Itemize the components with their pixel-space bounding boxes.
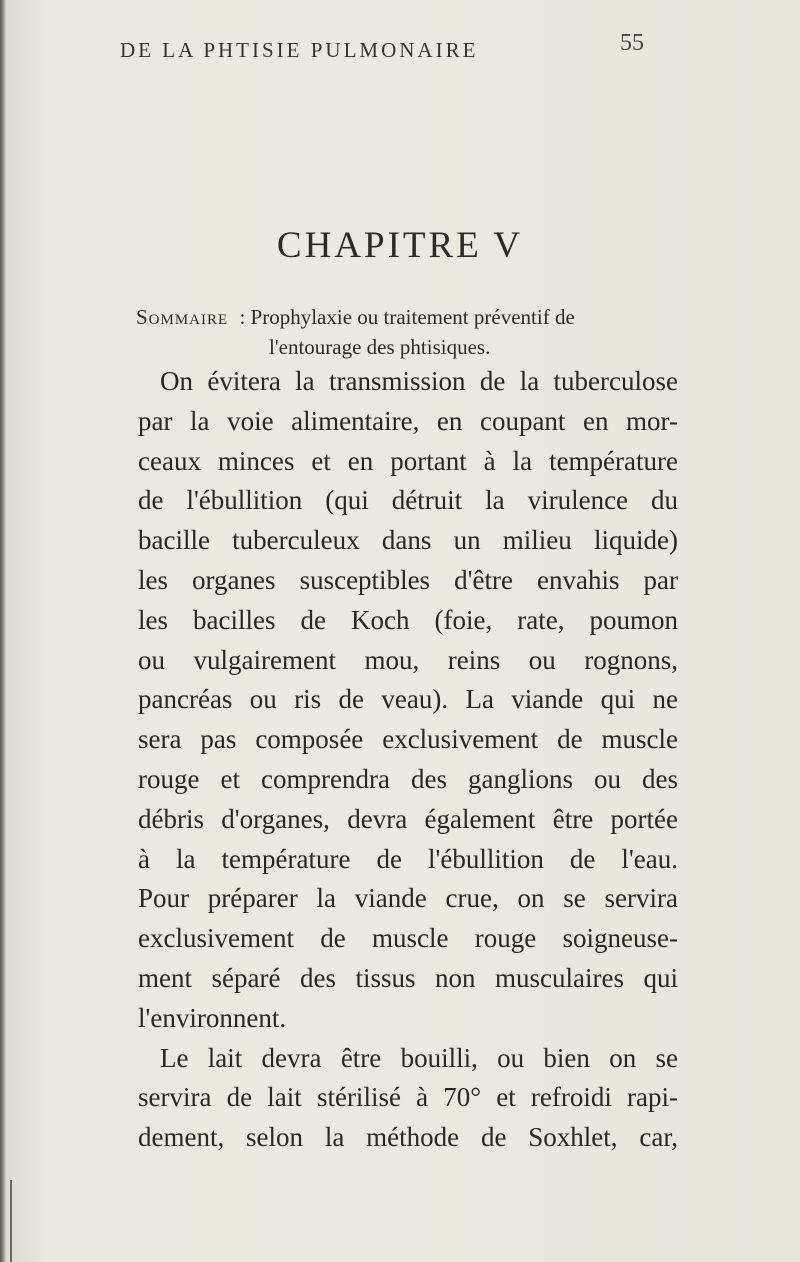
- text-line: sera pas composée exclusivement de muscle: [138, 724, 678, 755]
- text-line: On évitera la transmission de la tuberculose: [160, 366, 678, 396]
- text-line: rouge et comprendra des ganglions ou des: [138, 763, 678, 794]
- body-text: [138, 362, 678, 1158]
- page-binding-edge: [0, 0, 6, 1262]
- summary-line-2: l'entourage des phtisiques.: [269, 335, 491, 359]
- text-line: ment séparé des tissus non musculaires qui: [138, 962, 678, 993]
- summary-separator: :: [239, 305, 246, 329]
- text-line: l'environnent.: [138, 1002, 287, 1033]
- text-line: par la voie alimentaire, en coupant en mor-: [138, 405, 678, 436]
- running-title: DE LA PHTISIE PULMONAIRE: [120, 38, 479, 62]
- page-shadow-mark: [10, 1180, 12, 1262]
- chapter-title: CHAPITRE V: [276, 225, 524, 266]
- text-line: débris d'organes, devra également être portée: [138, 803, 678, 834]
- summary-label: Sommaire: [136, 305, 229, 329]
- text-line: les bacilles de Koch (foie, rate, poumon: [138, 604, 678, 635]
- text-line: ceaux minces et en portant à la température: [138, 445, 678, 476]
- text-line: ou vulgairement mou, reins ou rognons,: [138, 644, 678, 675]
- text-line: à la température de l'ébullition de l'eau.: [138, 843, 678, 874]
- text-line: Le lait devra être bouilli, ou bien on se: [160, 1042, 678, 1073]
- text-line: pancréas ou ris de veau). La viande qui ne: [138, 684, 678, 715]
- text-line: de l'ébullition (qui détruit la virulence du: [138, 485, 678, 516]
- text-line: bacille tuberculeux dans un milieu liquide): [138, 525, 678, 556]
- text-line: dement, selon la méthode de Soxhlet, car,: [138, 1122, 678, 1153]
- running-head: [120, 30, 680, 70]
- page-number: 55: [620, 30, 644, 56]
- summary-line-1: Prophylaxie ou traitement préventif de: [250, 305, 575, 329]
- text-line: exclusivement de muscle rouge soigneuse-: [138, 923, 678, 954]
- text-line: les organes susceptibles d'être envahis par: [138, 564, 678, 595]
- text-line: servira de lait stérilisé à 70° et refroidi rapi-: [138, 1082, 678, 1113]
- chapter-summary: [136, 302, 696, 362]
- text-line: Pour préparer la viande crue, on se servira: [138, 883, 678, 914]
